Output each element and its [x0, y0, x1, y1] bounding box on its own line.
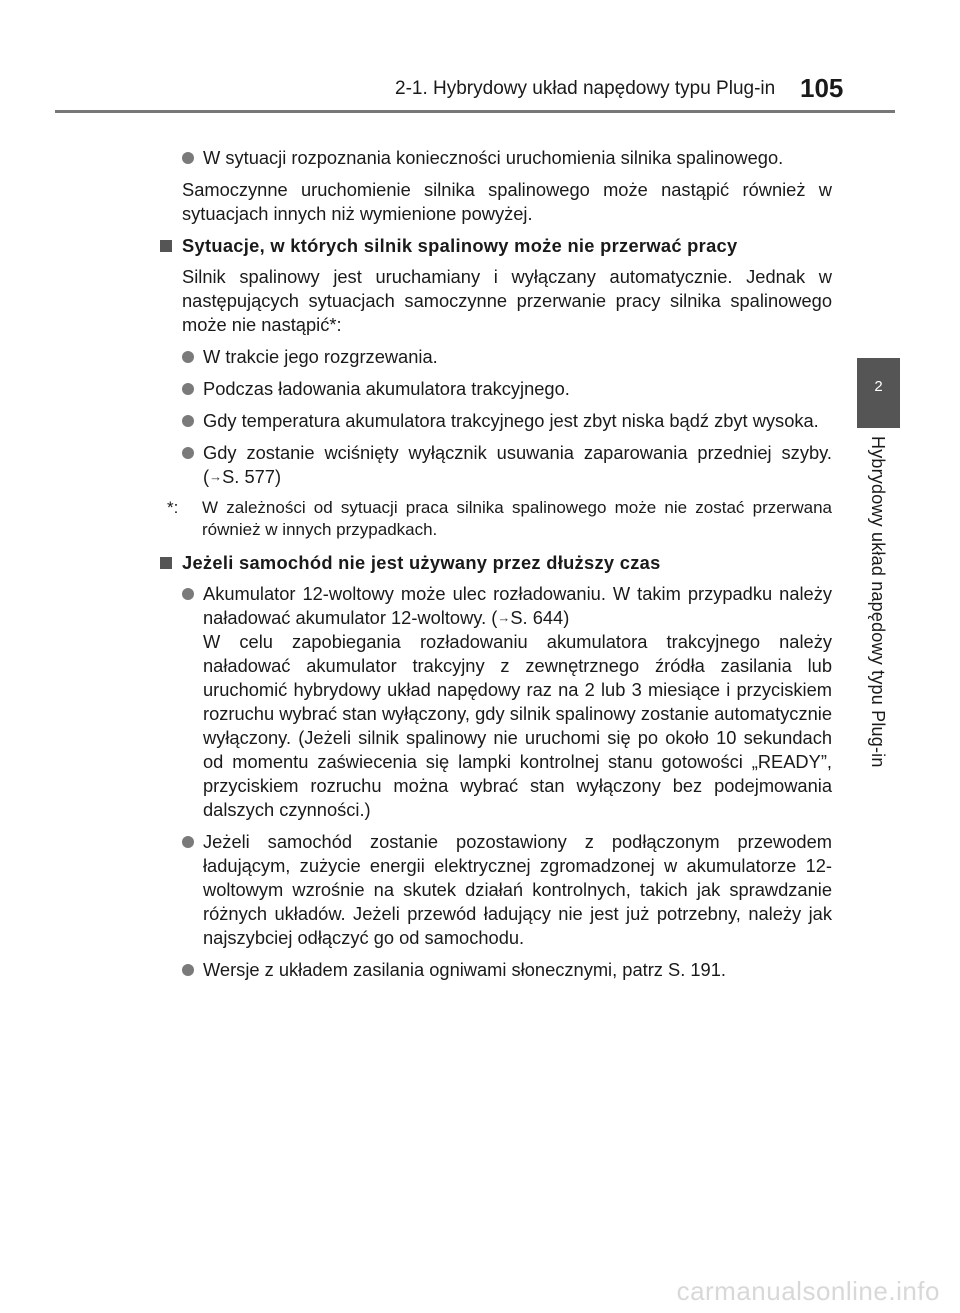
footnote-text: W zależności od sytuacji praca silnika spalinowego może nie zostać przerwana również w innych przypadkach.	[202, 498, 832, 539]
circle-bullet-icon	[182, 447, 194, 459]
list-item-text-continued: W celu zapobiegania rozładowaniu akumulatora trakcyjnego należy naładować akumulator trakcyjny z zewnętrznego źródła zasilania lub uruchomić hybrydowy układ napędowy raz na 2 lub 3 miesiące i przyciskiem rozruchu wybrać stan wyłączony, gdy silnik spalinowy zostanie automatycznie wyłączony. (Jeżeli silnik spalinowy nie uruchomi się po około 10 sekundach od momentu zaświecenia się lampki kontrolnej stanu gotowości „READY”, przyciskiem rozruchu można wybrać stan wyłączony bez podejmowania dalszych czynności.)	[203, 631, 832, 820]
list-item-text-main: Akumulator 12-woltowy może ulec rozładowaniu. W takim przypadku należy naładować akumulator 12-woltowy. (	[203, 583, 832, 628]
list-item	[160, 146, 832, 170]
list-item-text-main: Gdy zostanie wciśnięty wyłącznik usuwania zaparowania przedniej szyby. (	[203, 442, 832, 487]
section-heading	[160, 234, 832, 258]
circle-bullet-icon	[182, 351, 194, 363]
page-reference[interactable]: S. 577)	[222, 466, 282, 487]
list-item-text	[203, 441, 832, 489]
list-item-text: Podczas ładowania akumulatora trakcyjnego.	[203, 378, 570, 399]
circle-bullet-icon	[182, 383, 194, 395]
circle-bullet-icon	[182, 152, 194, 164]
paragraph: Silnik spalinowy jest uruchamiany i wyłączany automatycznie. Jednak w następujących sytuacjach samoczynne przerwanie pracy silnika spalinowego może nie nastąpić*:	[182, 266, 832, 335]
arrow-right-icon: →	[497, 610, 511, 625]
section-heading	[160, 551, 832, 575]
list-item-text: Jeżeli samochód zostanie pozostawiony z podłączonym przewodem ładującym, zużycie energii elektrycznej zgromadzonej w akumulatorze 12-woltowym wzrośnie na skutek działań kontrolnych, takich jak sprawdzanie różnych układów. Jeżeli przewód ładujący nie jest już potrzebny, należy jak najszybciej odłączyć go od samochodu.	[203, 831, 832, 948]
square-marker-icon	[160, 557, 172, 569]
list-item-text: W trakcie jego rozgrzewania.	[203, 346, 438, 367]
list-item	[160, 582, 832, 822]
circle-bullet-icon	[182, 415, 194, 427]
list-item	[160, 409, 832, 433]
section-header: 2-1. Hybrydowy układ napędowy typu Plug-in	[395, 78, 776, 99]
list-item	[160, 345, 832, 369]
page-body	[160, 146, 832, 990]
list-item-text: Wersje z układem zasilania ogniwami słonecznymi, patrz S. 191.	[203, 959, 726, 980]
list-item-text: Gdy temperatura akumulatora trakcyjnego jest zbyt niska bądź zbyt wysoka.	[203, 410, 819, 431]
arrow-right-icon: →	[209, 469, 223, 484]
chapter-tab-number: 2	[857, 358, 900, 428]
watermark: carmanualsonline.info	[676, 1276, 940, 1306]
circle-bullet-icon	[182, 964, 194, 976]
list-item-text: W sytuacji rozpoznania konieczności uruchomienia silnika spalinowego.	[203, 147, 784, 168]
footnote	[160, 497, 832, 541]
circle-bullet-icon	[182, 588, 194, 600]
list-item	[160, 377, 832, 401]
paragraph: Samoczynne uruchomienie silnika spalinowego może nastąpić również w sytuacjach innych niż wymienione powyżej.	[182, 179, 832, 224]
list-item	[160, 958, 832, 982]
footnote-mark: *:	[167, 498, 179, 517]
chapter-tab-title: Hybrydowy układ napędowy typu Plug-in	[868, 436, 888, 768]
list-item	[160, 830, 832, 950]
circle-bullet-icon	[182, 836, 194, 848]
page-number: 105	[800, 73, 844, 103]
chapter-tab	[857, 428, 900, 988]
section-heading-text: Sytuacje, w których silnik spalinowy może nie przerwać pracy	[182, 235, 738, 256]
section-heading-text: Jeżeli samochód nie jest używany przez dłuższy czas	[182, 552, 661, 573]
page-reference[interactable]: S. 644)	[510, 607, 570, 628]
list-item	[160, 441, 832, 489]
list-item-text	[203, 582, 832, 630]
square-marker-icon	[160, 240, 172, 252]
header-divider	[55, 110, 895, 113]
